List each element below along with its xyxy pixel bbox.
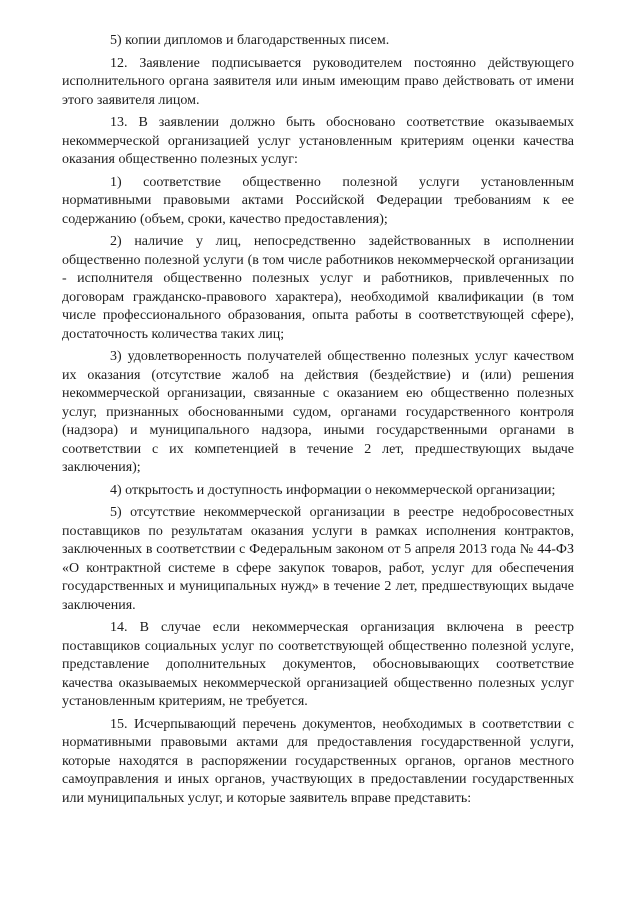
paragraph-12-signature: 12. Заявление подписывается руководителем постоянно действующего исполнительного органа заявителя или иным имеющим право действовать от имени этого заявителя лицом. [62, 55, 574, 108]
document-body [62, 32, 574, 812]
criterion-3: 3) удовлетворенность получателей общественно полезных услуг качеством их оказания (отсутствие жалоб на действия (бездействие) и (или) решения некоммерческой организации, связанные с оказанием ею общественно полезных услуг, признанных обоснованными судом, органами государственного контроля (надзора) и муниципального надзора, иными государственными органами в соответствии с их компетенцией в течение 2 лет, предшествующих выдаче заключения); [62, 349, 574, 475]
criterion-5: 5) отсутствие некоммерческой организации в реестре недобросовестных поставщиков по результатам оказания услуги в рамках исполнения контрактов, заключенных в соответствии с Федеральным законом от 5 апреля 2013 года № 44-ФЗ «О контрактной системе в сфере закупок товаров, работ, услуг для обеспечения государственных и муниципальных нужд» в течение 2 лет, предшествующих выдаче заключения. [62, 505, 574, 613]
paragraph-15-document-list: 15. Исчерпывающий перечень документов, необходимых в соответствии с нормативными правовыми актами для предоставления государственной услуги, которые находятся в распоряжении государственных органов, органов местного самоуправления и иных органов, участвующих в предоставлении государственных или муниципальных услуг, и которые заявитель вправе представить: [62, 716, 574, 806]
criterion-1: 1) соответствие общественно полезной услуги установленным нормативными правовыми актами Российской Федерации требованиям к ее содержанию (объем, сроки, качество предоставления); [62, 174, 574, 227]
paragraph-item-5-diplomas: 5) копии дипломов и благодарственных писем. [110, 33, 390, 48]
criterion-4: 4) открытость и доступность информации о некоммерческой организации; [110, 482, 556, 498]
paragraph-13-criteria: 13. В заявлении должно быть обосновано соответствие оказываемых некоммерческой организацией услуг установленным критериям оценки качества оказания общественно полезных услуг: [62, 115, 574, 167]
paragraph-14-registry: 14. В случае если некоммерческая организация включена в реестр поставщиков социальных услуг по соответствующей общественно полезной услуге, представление дополнительных документов, обосновывающих соответствие качества оказываемых некоммерческой организацией общественно полезных услуг установленным критериям, не требуется. [62, 620, 574, 709]
criterion-2: 2) наличие у лиц, непосредственно задействованных в исполнении общественно полезной услуги (в том числе работников некоммерческой организации - исполнителя общественно полезных услуг и работников, привлеченных по договорам гражданско-правового характера), необходимой квалификации (в том числе профессионального образования, опыта работы в соответствующей сфере), достаточность количества таких лиц; [62, 234, 574, 342]
